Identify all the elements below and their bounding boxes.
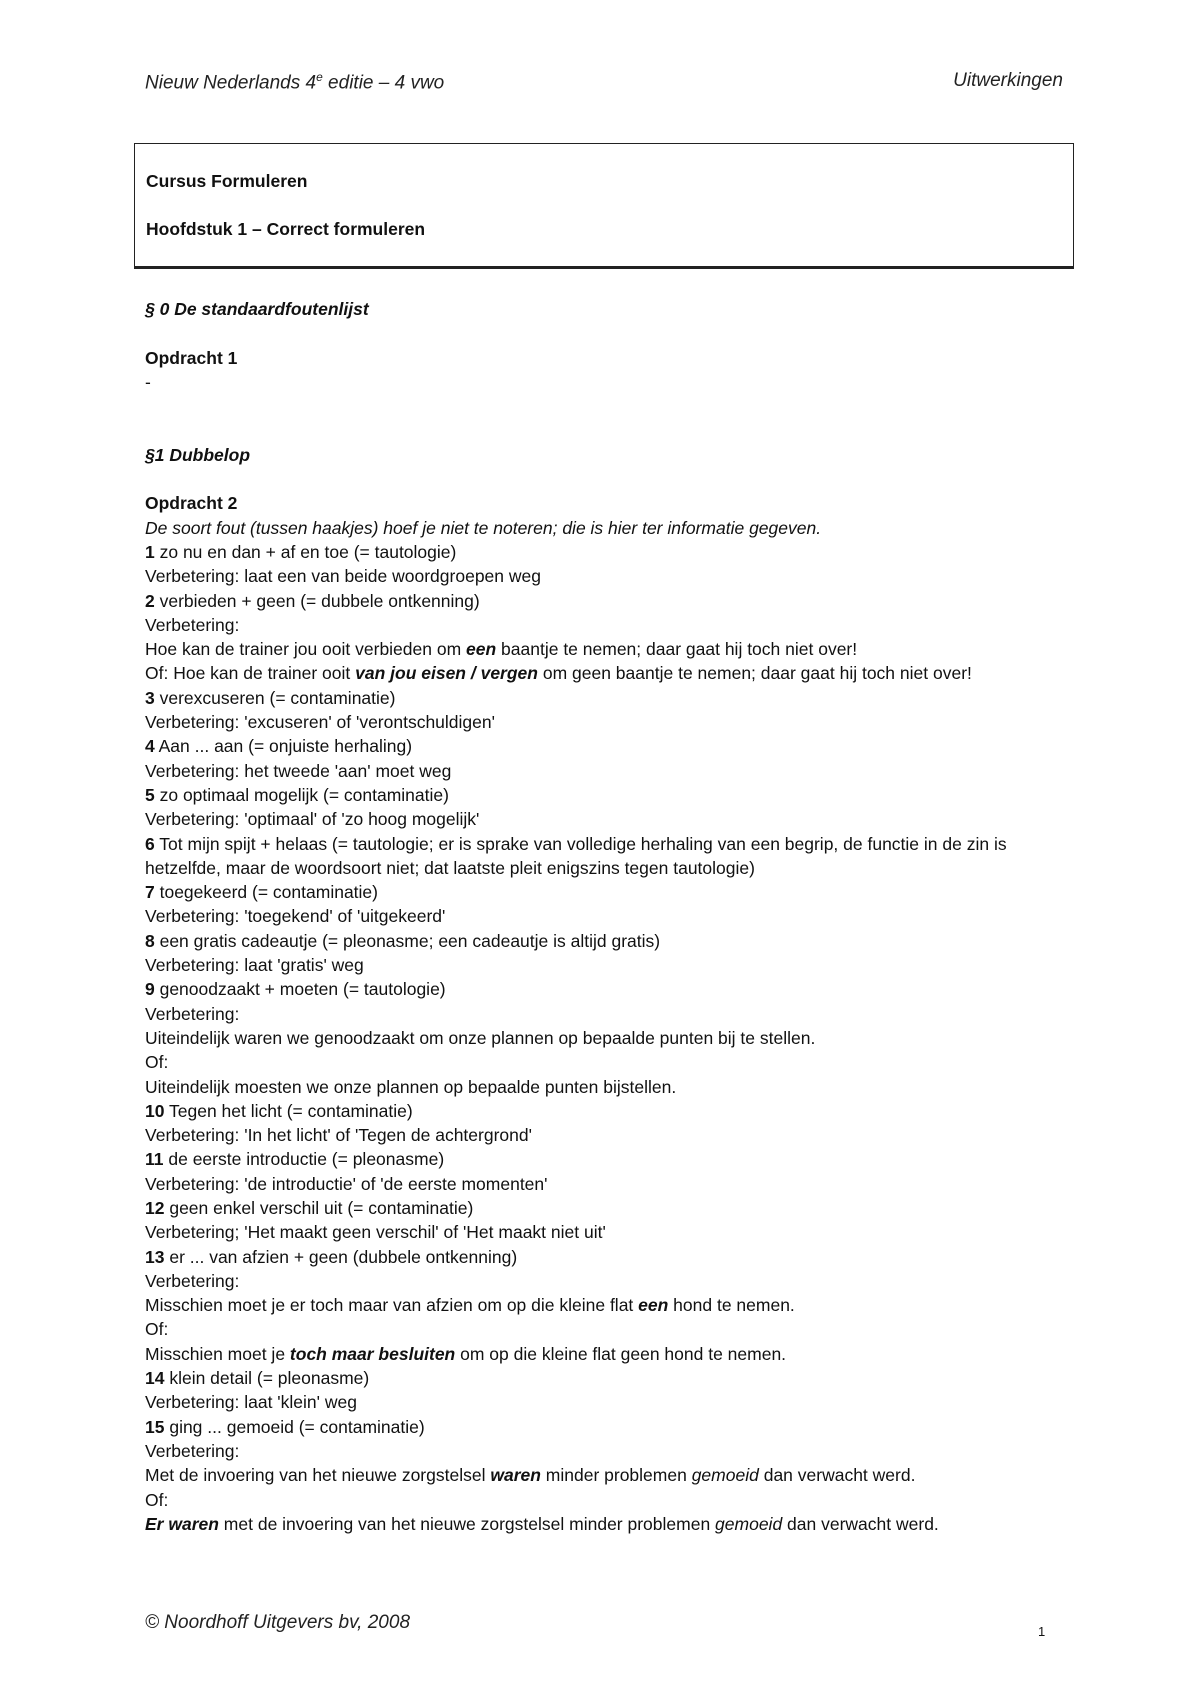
item-number: 12 bbox=[145, 1197, 165, 1218]
sentence-text: baantje te nemen; daar gaat hij toch niet over! bbox=[496, 639, 858, 660]
correction-line: Verbetering: het tweede 'aan' moet weg bbox=[145, 760, 452, 781]
correction-sentence bbox=[145, 1463, 1075, 1487]
answer-item bbox=[145, 1196, 1075, 1220]
header-superscript: e bbox=[316, 70, 323, 84]
italic-text: gemoeid bbox=[691, 1465, 759, 1486]
correction-sentence bbox=[145, 1293, 1075, 1317]
item-number: 2 bbox=[145, 590, 155, 611]
header-title: Nieuw Nederlands 4 bbox=[145, 72, 317, 94]
sentence-text: Misschien moet je bbox=[145, 1343, 290, 1364]
correction-line: Verbetering: bbox=[145, 614, 240, 635]
emphasis-text: toch maar besluiten bbox=[289, 1343, 456, 1364]
or-label: Of: bbox=[145, 1052, 169, 1073]
item-text: Tot mijn spijt + helaas (= tautologie; er is sprake van volledige herhaling van een begrip, de functie in de zin is hetzelfde, maar de woordsoort niet; dat laatste pleit enigszins tegen tautologie) bbox=[145, 833, 1007, 878]
course-title: Cursus Formuleren bbox=[146, 171, 308, 191]
correction-line: Verbetering: 'de introductie' of 'de eerste momenten' bbox=[145, 1173, 548, 1194]
answer-item bbox=[145, 783, 1075, 807]
correction-line: Verbetering: bbox=[145, 1440, 240, 1461]
answer-item bbox=[145, 880, 1075, 904]
item-number: 5 bbox=[145, 784, 155, 805]
correction-sentence: Uiteindelijk waren we genoodzaakt om onze plannen op bepaalde punten bij te stellen. bbox=[145, 1027, 816, 1048]
correction-line: Verbetering: 'In het licht' of 'Tegen de achtergrond' bbox=[145, 1125, 532, 1146]
item-text: geen enkel verschil uit (= contaminatie) bbox=[164, 1197, 474, 1218]
correction-sentence bbox=[145, 1342, 1075, 1366]
item-number: 13 bbox=[145, 1246, 165, 1267]
header-title-rest: editie – 4 vwo bbox=[322, 72, 445, 94]
correction-sentence bbox=[145, 661, 1075, 685]
item-text: ging ... gemoeid (= contaminatie) bbox=[164, 1416, 425, 1437]
answer-item bbox=[145, 1415, 1075, 1439]
item-number: 11 bbox=[145, 1149, 164, 1170]
sentence-text: met de invoering van het nieuwe zorgstelsel minder problemen bbox=[218, 1513, 716, 1534]
item-text: een gratis cadeautje (= pleonasme; een cadeautje is altijd gratis) bbox=[154, 930, 661, 951]
document-body bbox=[145, 297, 1075, 1536]
correction-line: Verbetering: laat een van beide woordgroepen weg bbox=[145, 566, 541, 587]
correction-sentence bbox=[145, 637, 1075, 661]
sentence-text: Of: Hoe kan de trainer ooit bbox=[145, 663, 356, 684]
item-text: zo optimaal mogelijk (= contaminatie) bbox=[154, 784, 449, 805]
item-number: 6 bbox=[145, 833, 155, 854]
item-number: 10 bbox=[145, 1100, 165, 1121]
answer-item bbox=[145, 540, 1075, 564]
correction-line: Verbetering: 'optimaal' of 'zo hoog mogelijk' bbox=[145, 809, 480, 830]
sentence-text: Hoe kan de trainer jou ooit verbieden om bbox=[145, 639, 467, 660]
correction-line: Verbetering: laat 'klein' weg bbox=[145, 1392, 357, 1413]
item-text: genoodzaakt + moeten (= tautologie) bbox=[154, 979, 446, 1000]
italic-text: gemoeid bbox=[715, 1513, 783, 1534]
correction-line: Verbetering: bbox=[145, 1003, 240, 1024]
emphasis-text: waren bbox=[490, 1465, 541, 1486]
emphasis-text: een bbox=[466, 639, 497, 660]
answer-item bbox=[145, 1245, 1075, 1269]
item-text: klein detail (= pleonasme) bbox=[164, 1368, 370, 1389]
answer-item bbox=[145, 832, 1075, 881]
section-heading: § 0 De standaardfoutenlijst bbox=[145, 299, 369, 319]
item-text: Tegen het licht (= contaminatie) bbox=[164, 1100, 413, 1121]
sentence-text: dan verwacht werd. bbox=[758, 1465, 916, 1486]
item-number: 15 bbox=[145, 1416, 165, 1437]
sentence-text: Met de invoering van het nieuwe zorgstelsel bbox=[145, 1465, 491, 1486]
assignment-heading: Opdracht 1 bbox=[145, 347, 238, 368]
correction-line: Verbetering: 'toegekend' of 'uitgekeerd' bbox=[145, 906, 446, 927]
sentence-text: minder problemen bbox=[540, 1465, 692, 1486]
answer-item bbox=[145, 734, 1075, 758]
sentence-text: Misschien moet je er toch maar van afzien om op die kleine flat bbox=[145, 1295, 639, 1316]
running-header-right: Uitwerkingen bbox=[953, 70, 1063, 91]
correction-line: Verbetering: bbox=[145, 1270, 240, 1291]
answer-item bbox=[145, 589, 1075, 613]
item-number: 7 bbox=[145, 882, 155, 903]
sentence-text: om geen baantje te nemen; daar gaat hij toch niet over! bbox=[537, 663, 972, 684]
instruction-text: De soort fout (tussen haakjes) hoef je niet te noteren; die is hier ter informatie gegeven. bbox=[145, 517, 822, 538]
item-text: er ... van afzien + geen (dubbele ontkenning) bbox=[164, 1246, 518, 1267]
correction-line: Verbetering; 'Het maakt geen verschil' of 'Het maakt niet uit' bbox=[145, 1222, 606, 1243]
page-number: 1 bbox=[1038, 1624, 1046, 1639]
emphasis-text: Er waren bbox=[145, 1513, 219, 1534]
assignment-heading: Opdracht 2 bbox=[145, 493, 238, 514]
running-header-left bbox=[145, 70, 444, 94]
correction-line: Verbetering: 'excuseren' of 'verontschuldigen' bbox=[145, 712, 495, 733]
answer-text: - bbox=[145, 371, 151, 392]
item-number: 8 bbox=[145, 930, 155, 951]
item-number: 4 bbox=[145, 736, 155, 757]
item-number: 1 bbox=[145, 541, 155, 562]
item-text: zo nu en dan + af en toe (= tautologie) bbox=[154, 541, 457, 562]
emphasis-text: van jou eisen / vergen bbox=[355, 663, 538, 684]
item-text: Aan ... aan (= onjuiste herhaling) bbox=[154, 736, 413, 757]
item-text: verbieden + geen (= dubbele ontkenning) bbox=[154, 590, 480, 611]
chapter-title: Hoofdstuk 1 – Correct formuleren bbox=[146, 219, 426, 239]
or-label: Of: bbox=[145, 1489, 169, 1510]
item-number: 3 bbox=[145, 687, 155, 708]
answer-item bbox=[145, 929, 1075, 953]
sentence-text: om op die kleine flat geen hond te nemen. bbox=[455, 1343, 787, 1364]
sentence-text: hond te nemen. bbox=[668, 1295, 795, 1316]
item-number: 9 bbox=[145, 979, 155, 1000]
or-label: Of: bbox=[145, 1319, 169, 1340]
correction-sentence: Uiteindelijk moesten we onze plannen op bepaalde punten bijstellen. bbox=[145, 1076, 677, 1097]
item-number: 14 bbox=[145, 1368, 165, 1389]
answer-item bbox=[145, 1099, 1075, 1123]
answer-item bbox=[145, 1366, 1075, 1390]
item-text: toegekeerd (= contaminatie) bbox=[154, 882, 378, 903]
correction-line: Verbetering: laat 'gratis' weg bbox=[145, 955, 364, 976]
answer-item bbox=[145, 977, 1075, 1001]
item-text: verexcuseren (= contaminatie) bbox=[154, 687, 396, 708]
answer-item bbox=[145, 686, 1075, 710]
emphasis-text: een bbox=[638, 1295, 669, 1316]
title-box bbox=[134, 143, 1074, 269]
item-text: de eerste introductie (= pleonasme) bbox=[163, 1149, 445, 1170]
copyright-footer: © Noordhoff Uitgevers bv, 2008 bbox=[145, 1612, 411, 1633]
sentence-text: dan verwacht werd. bbox=[782, 1513, 939, 1534]
section-heading: §1 Dubbelop bbox=[145, 444, 251, 465]
correction-sentence bbox=[145, 1512, 1075, 1536]
answer-item bbox=[145, 1147, 1075, 1171]
